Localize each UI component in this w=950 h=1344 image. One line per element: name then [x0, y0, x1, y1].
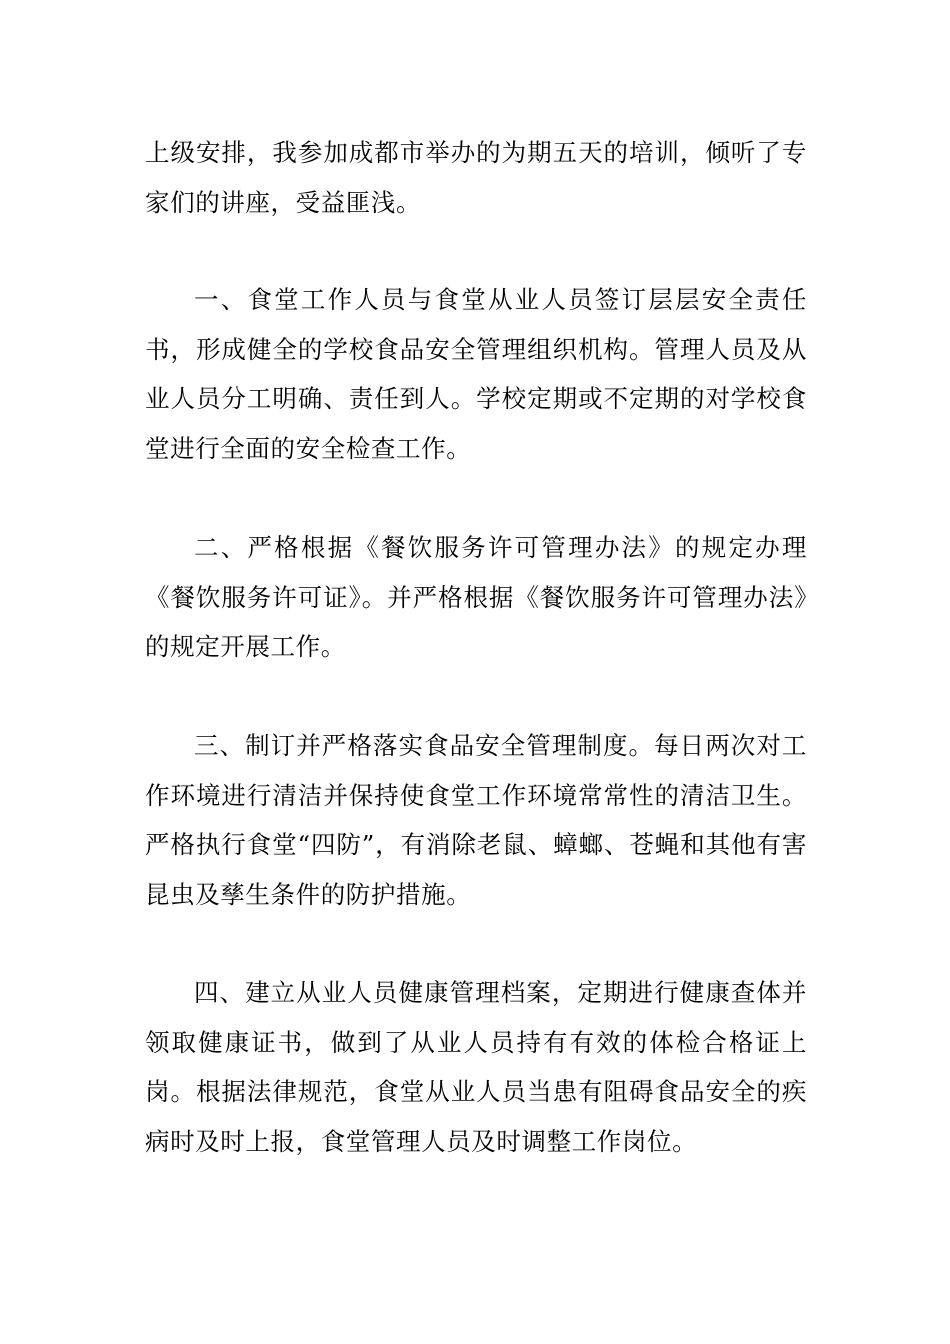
- paragraph-item-2: 二、严格根据《餐饮服务许可管理办法》的规定办理《餐饮服务许可证》。并严格根据《餐饮服务许可管理办法》的规定开展工作。: [145, 533, 807, 661]
- paragraph-item-1: 一、食堂工作人员与食堂从业人员签订层层安全责任书，形成健全的学校食品安全管理组织机构。管理人员及从业人员分工明确、责任到人。学校定期或不定期的对学校食堂进行全面的安全检查工作。: [145, 285, 807, 463]
- paragraph-item-3: 三、制订并严格落实食品安全管理制度。每日两次对工作环境进行清洁并保持使食堂工作环境常常性的清洁卫生。严格执行食堂“四防”，有消除老鼠、蟑螂、苍蝇和其他有害昆虫及孳生条件的防护措施。: [145, 731, 807, 909]
- paragraph-item-4: 四、建立从业人员健康管理档案，定期进行健康查体并领取健康证书，做到了从业人员持有有效的体检合格证上岗。根据法律规范，食堂从业人员当患有阻碍食品安全的疾病时及时上报，食堂管理人员及时调整工作岗位。: [145, 978, 807, 1156]
- paragraph-intro-continuation: 上级安排，我参加成都市举办的为期五天的培训，倾听了专家们的讲座，受益匪浅。: [145, 138, 807, 217]
